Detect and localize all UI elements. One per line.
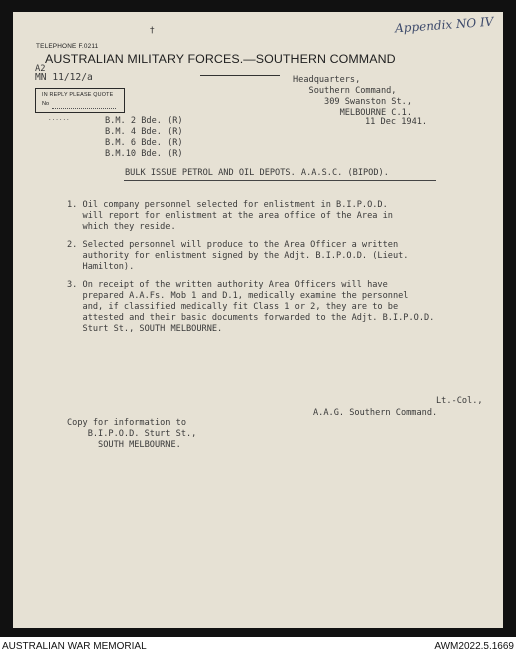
footer-institution: AUSTRALIAN WAR MEMORIAL bbox=[2, 641, 147, 652]
signature-office: A.A.G. Southern Command. bbox=[313, 408, 438, 418]
paragraph-1: 1. Oil company personnel selected for enlistment in B.I.P.O.D. will report for enlistment at the area office of the Area in which they reside. bbox=[67, 200, 393, 232]
letter-date: 11 Dec 1941. bbox=[365, 117, 428, 127]
punch-mark: † bbox=[150, 26, 155, 36]
subject-underline bbox=[124, 180, 436, 181]
paragraph-3: 3. On receipt of the written authority Area Officers will have prepared A.A.Fs. Mob 1 and D.1, medically examine the personnel and, if classified medically fit Class 1 or 2, they are to be attested and their basic documents forwarded to the Adjt. B.I.P.O.D. Sturt St., SOUTH MELBOURNE. bbox=[67, 280, 435, 334]
reply-quote-box bbox=[35, 88, 125, 113]
dotted-mark: ...... bbox=[48, 115, 70, 122]
letter-page bbox=[13, 12, 503, 628]
letterhead-rule bbox=[200, 75, 280, 76]
signature-rank: Lt.-Col., bbox=[436, 396, 483, 406]
reference-number: MN 11/12/a bbox=[35, 72, 93, 83]
handwritten-appendix-note: Appendix NO IV bbox=[394, 14, 494, 36]
reply-box-no-label: No bbox=[42, 101, 50, 107]
subject-heading: BULK ISSUE PETROL AND OIL DEPOTS. A.A.S.C. (BIPOD). bbox=[125, 168, 389, 178]
paragraph-2: 2. Selected personnel will produce to the Area Officer a written authority for enlistment signed by the Adjt. B.I.P.O.D. (Lieut. Hamilton). bbox=[67, 240, 409, 272]
copy-to-note: Copy for information to B.I.P.O.D. Sturt St., SOUTH MELBOURNE. bbox=[67, 418, 197, 450]
distribution-list: B.M. 2 Bde. (R) B.M. 4 Bde. (R) B.M. 6 Bde. (R) B.M.10 Bde. (R) bbox=[105, 116, 183, 159]
reply-box-title: IN REPLY PLEASE QUOTE bbox=[42, 92, 114, 98]
headquarters-address: Headquarters, Southern Command, 309 Swanston St., MELBOURNE C.1. bbox=[293, 75, 412, 118]
telephone-line: TELEPHONE F.0211 bbox=[36, 43, 99, 50]
reference-a2: A2 bbox=[35, 64, 46, 74]
footer-accession-number: AWM2022.5.1669 bbox=[434, 641, 514, 652]
reply-box-line bbox=[52, 108, 116, 109]
letterhead-title: AUSTRALIAN MILITARY FORCES.—SOUTHERN COMMAND bbox=[45, 52, 396, 66]
